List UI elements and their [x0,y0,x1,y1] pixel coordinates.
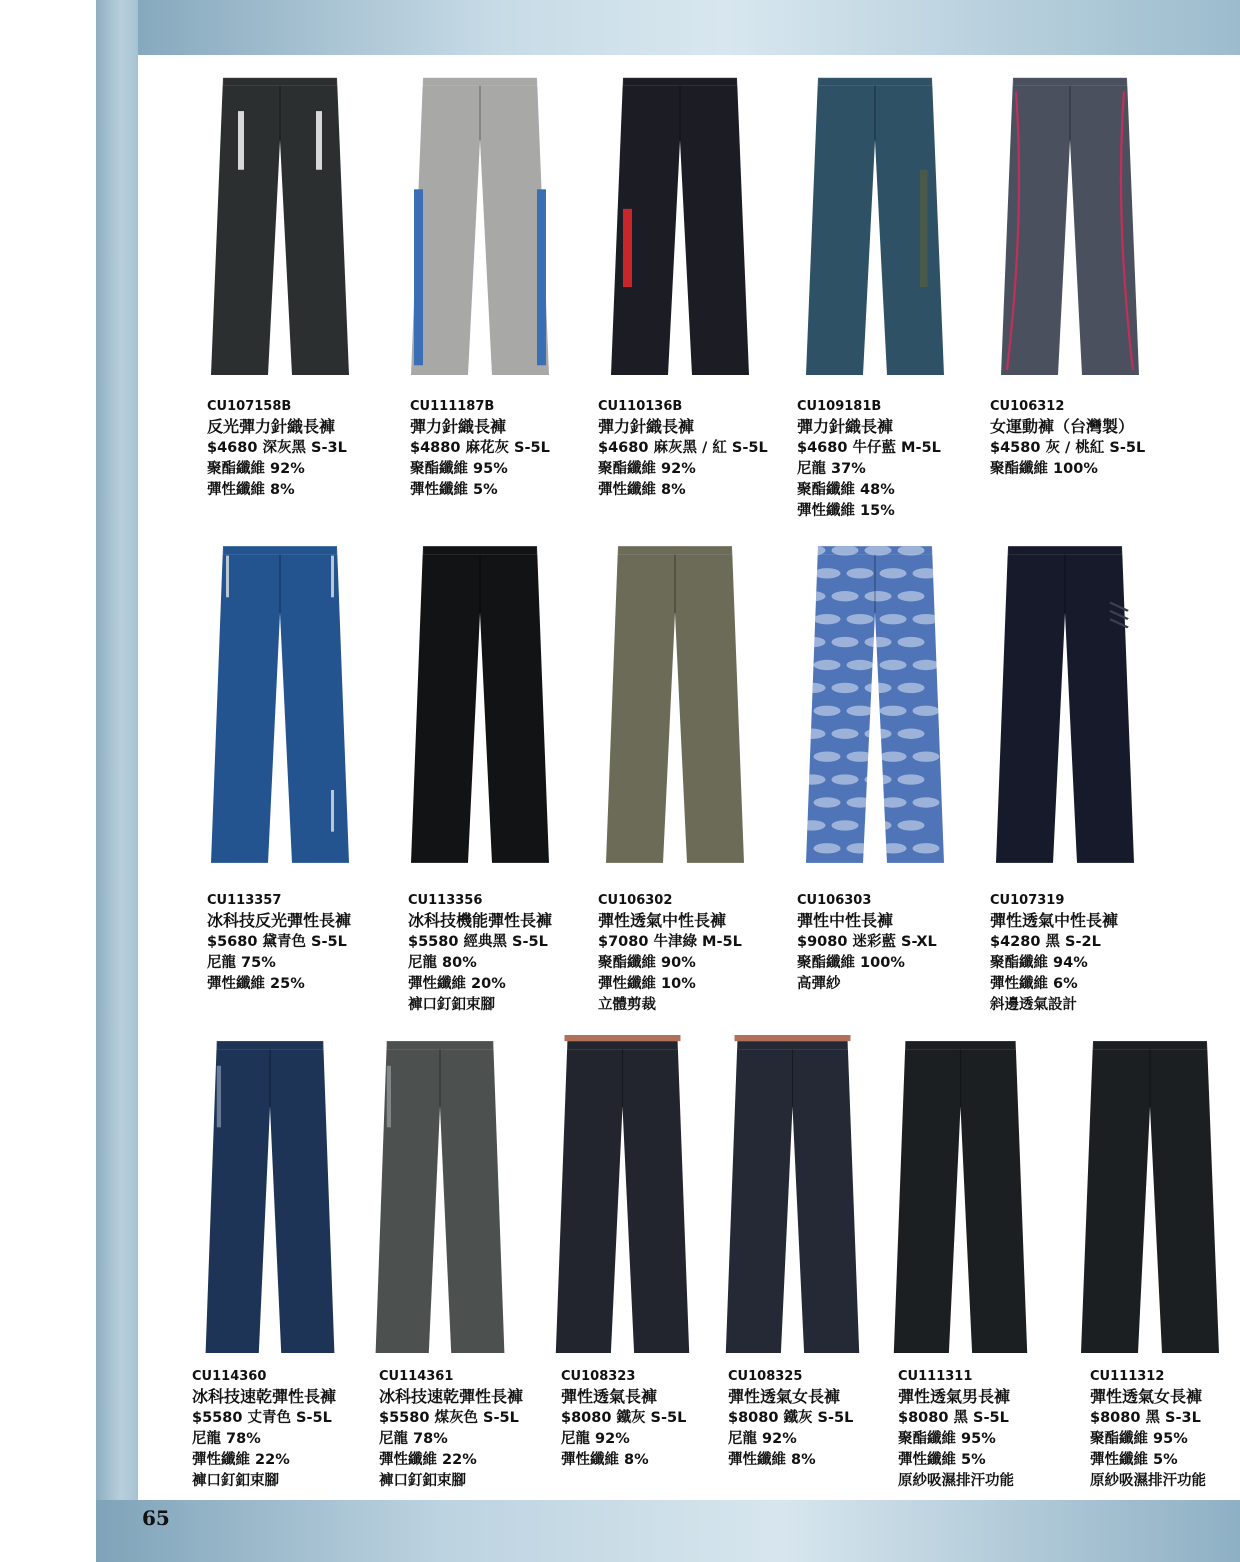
product-material: 聚酯纖維 100% [797,955,905,971]
product-caption [561,1368,686,1471]
product-price: $4680 牛仔藍 M-5L [797,440,941,456]
product-code: CU107319 [990,893,1065,908]
product-code: CU106312 [990,399,1065,414]
product-name: 彈性中性長褲 [797,911,894,930]
product-material: 彈性纖維 22% [379,1452,477,1468]
product-caption [728,1368,853,1471]
product-material: 聚酯纖維 48% [797,482,895,498]
product-name: 彈力針織長褲 [410,417,507,436]
product-material: 彈性纖維 6% [990,976,1078,992]
product-name: 冰科技速乾彈性長褲 [192,1387,337,1406]
product-material: 褲口釘釦束腳 [192,1473,279,1489]
product-material: 彈性纖維 20% [408,976,506,992]
pants-image-cu106312 [995,72,1145,377]
product-code: CU113357 [207,893,282,908]
product-material: 彈性纖維 15% [797,503,895,519]
product-caption [408,892,552,1016]
pants-image-cu106302 [600,540,750,865]
product-material: 尼龍 78% [379,1431,448,1447]
product-price: $4280 黑 S-2L [990,934,1101,950]
pants-image-cu111187b [405,72,555,377]
pants-image-cu106303 [800,540,950,865]
product-price: $7080 牛津綠 M-5L [598,934,742,950]
product-material: 彈性纖維 8% [561,1452,649,1468]
product-code: CU106303 [797,893,872,908]
product-material: 尼龍 75% [207,955,276,971]
product-caption [379,1368,523,1492]
product-material: 褲口釘釦束腳 [379,1473,466,1489]
product-price: $8080 黑 S-3L [1090,1410,1201,1426]
product-material: 尼龍 37% [797,461,866,477]
product-caption [990,892,1118,1016]
product-price: $8080 鐵灰 S-5L [728,1410,854,1426]
product-name: 彈性透氣女長褲 [1090,1387,1203,1406]
product-material: 彈性纖維 8% [728,1452,816,1468]
product-material: 彈性纖維 8% [207,482,295,498]
pants-image-cu114360 [200,1035,340,1355]
product-name: 彈力針織長褲 [598,417,695,436]
product-price: $8080 黑 S-5L [898,1410,1009,1426]
product-caption [207,892,351,995]
product-caption [990,398,1145,480]
product-material: 尼龍 80% [408,955,477,971]
product-code: CU111312 [1090,1369,1165,1384]
product-material: 聚酯纖維 95% [1090,1431,1188,1447]
product-material: 聚酯纖維 92% [598,461,696,477]
product-material: 聚酯纖維 94% [990,955,1088,971]
left-margin-strip [96,0,138,1562]
product-name: 彈性透氣長褲 [561,1387,658,1406]
product-price: $4880 麻花灰 S-5L [410,440,550,456]
product-material: 聚酯纖維 92% [207,461,305,477]
product-material: 高彈紗 [797,976,841,992]
product-name: 彈性透氣中性長褲 [598,911,727,930]
product-name: 彈性透氣中性長褲 [990,911,1119,930]
product-price: $4580 灰 / 桃紅 S-5L [990,440,1146,456]
product-material: 彈性纖維 5% [410,482,498,498]
product-code: CU113356 [408,893,483,908]
product-price: $5580 丈青色 S-5L [192,1410,332,1426]
product-name: 冰科技機能彈性長褲 [408,911,553,930]
pants-image-cu109181b [800,72,950,377]
product-material: 彈性纖維 25% [207,976,305,992]
product-material: 彈性纖維 5% [898,1452,986,1468]
product-material: 尼龍 92% [561,1431,630,1447]
product-price: $9080 迷彩藍 S-XL [797,934,937,950]
product-name: 彈性透氣男長褲 [898,1387,1011,1406]
product-material: 原紗吸濕排汗功能 [898,1473,1014,1489]
product-code: CU111187B [410,399,495,414]
pants-image-cu108325 [720,1035,865,1355]
pants-image-cu113357 [205,540,355,865]
product-code: CU108325 [728,1369,803,1384]
product-price: $5580 經典黑 S-5L [408,934,548,950]
top-banner [96,0,1240,55]
product-code: CU114360 [192,1369,267,1384]
product-caption [797,892,937,995]
pants-image-cu113356 [405,540,555,865]
product-price: $5580 煤灰色 S-5L [379,1410,519,1426]
pants-image-cu107158b [205,72,355,377]
pants-image-cu110136b [605,72,755,377]
product-code: CU111311 [898,1369,973,1384]
product-caption [898,1368,1014,1492]
product-material: 聚酯纖維 90% [598,955,696,971]
product-price: $4680 深灰黑 S-3L [207,440,347,456]
pants-image-cu108323 [550,1035,695,1355]
product-material: 彈性纖維 10% [598,976,696,992]
product-code: CU114361 [379,1369,454,1384]
product-code: CU107158B [207,399,292,414]
product-material: 聚酯纖維 95% [898,1431,996,1447]
product-caption [598,892,742,1016]
pants-image-cu114361 [370,1035,510,1355]
product-caption [1090,1368,1206,1492]
product-caption [192,1368,336,1492]
product-material: 彈性纖維 22% [192,1452,290,1468]
product-material: 尼龍 78% [192,1431,261,1447]
product-material: 立體剪裁 [598,997,656,1013]
product-caption [598,398,768,501]
product-material: 彈性纖維 8% [598,482,686,498]
page-number: 65 [142,1506,170,1530]
product-code: CU109181B [797,399,882,414]
product-name: 反光彈力針織長褲 [207,417,336,436]
product-caption [410,398,550,501]
product-name: 女運動褲（台灣製） [990,417,1135,436]
pants-image-cu111311 [888,1035,1033,1355]
product-name: 冰科技速乾彈性長褲 [379,1387,524,1406]
product-material: 聚酯纖維 95% [410,461,508,477]
product-price: $5680 黛青色 S-5L [207,934,347,950]
product-material: 斜邊透氣設計 [990,997,1077,1013]
product-caption [207,398,347,501]
bottom-banner [96,1500,1240,1562]
product-material: 彈性纖維 5% [1090,1452,1178,1468]
product-material: 聚酯纖維 100% [990,461,1098,477]
product-price: $4680 麻灰黑 / 紅 S-5L [598,440,768,456]
product-material: 原紗吸濕排汗功能 [1090,1473,1206,1489]
product-material: 褲口釘釦束腳 [408,997,495,1013]
product-code: CU106302 [598,893,673,908]
pants-image-cu107319 [990,540,1140,865]
pants-image-cu111312 [1075,1035,1225,1355]
product-code: CU110136B [598,399,683,414]
product-name: 彈力針織長褲 [797,417,894,436]
product-price: $8080 鐵灰 S-5L [561,1410,687,1426]
product-material: 尼龍 92% [728,1431,797,1447]
product-name: 彈性透氣女長褲 [728,1387,841,1406]
product-code: CU108323 [561,1369,636,1384]
product-caption [797,398,941,522]
product-name: 冰科技反光彈性長褲 [207,911,352,930]
